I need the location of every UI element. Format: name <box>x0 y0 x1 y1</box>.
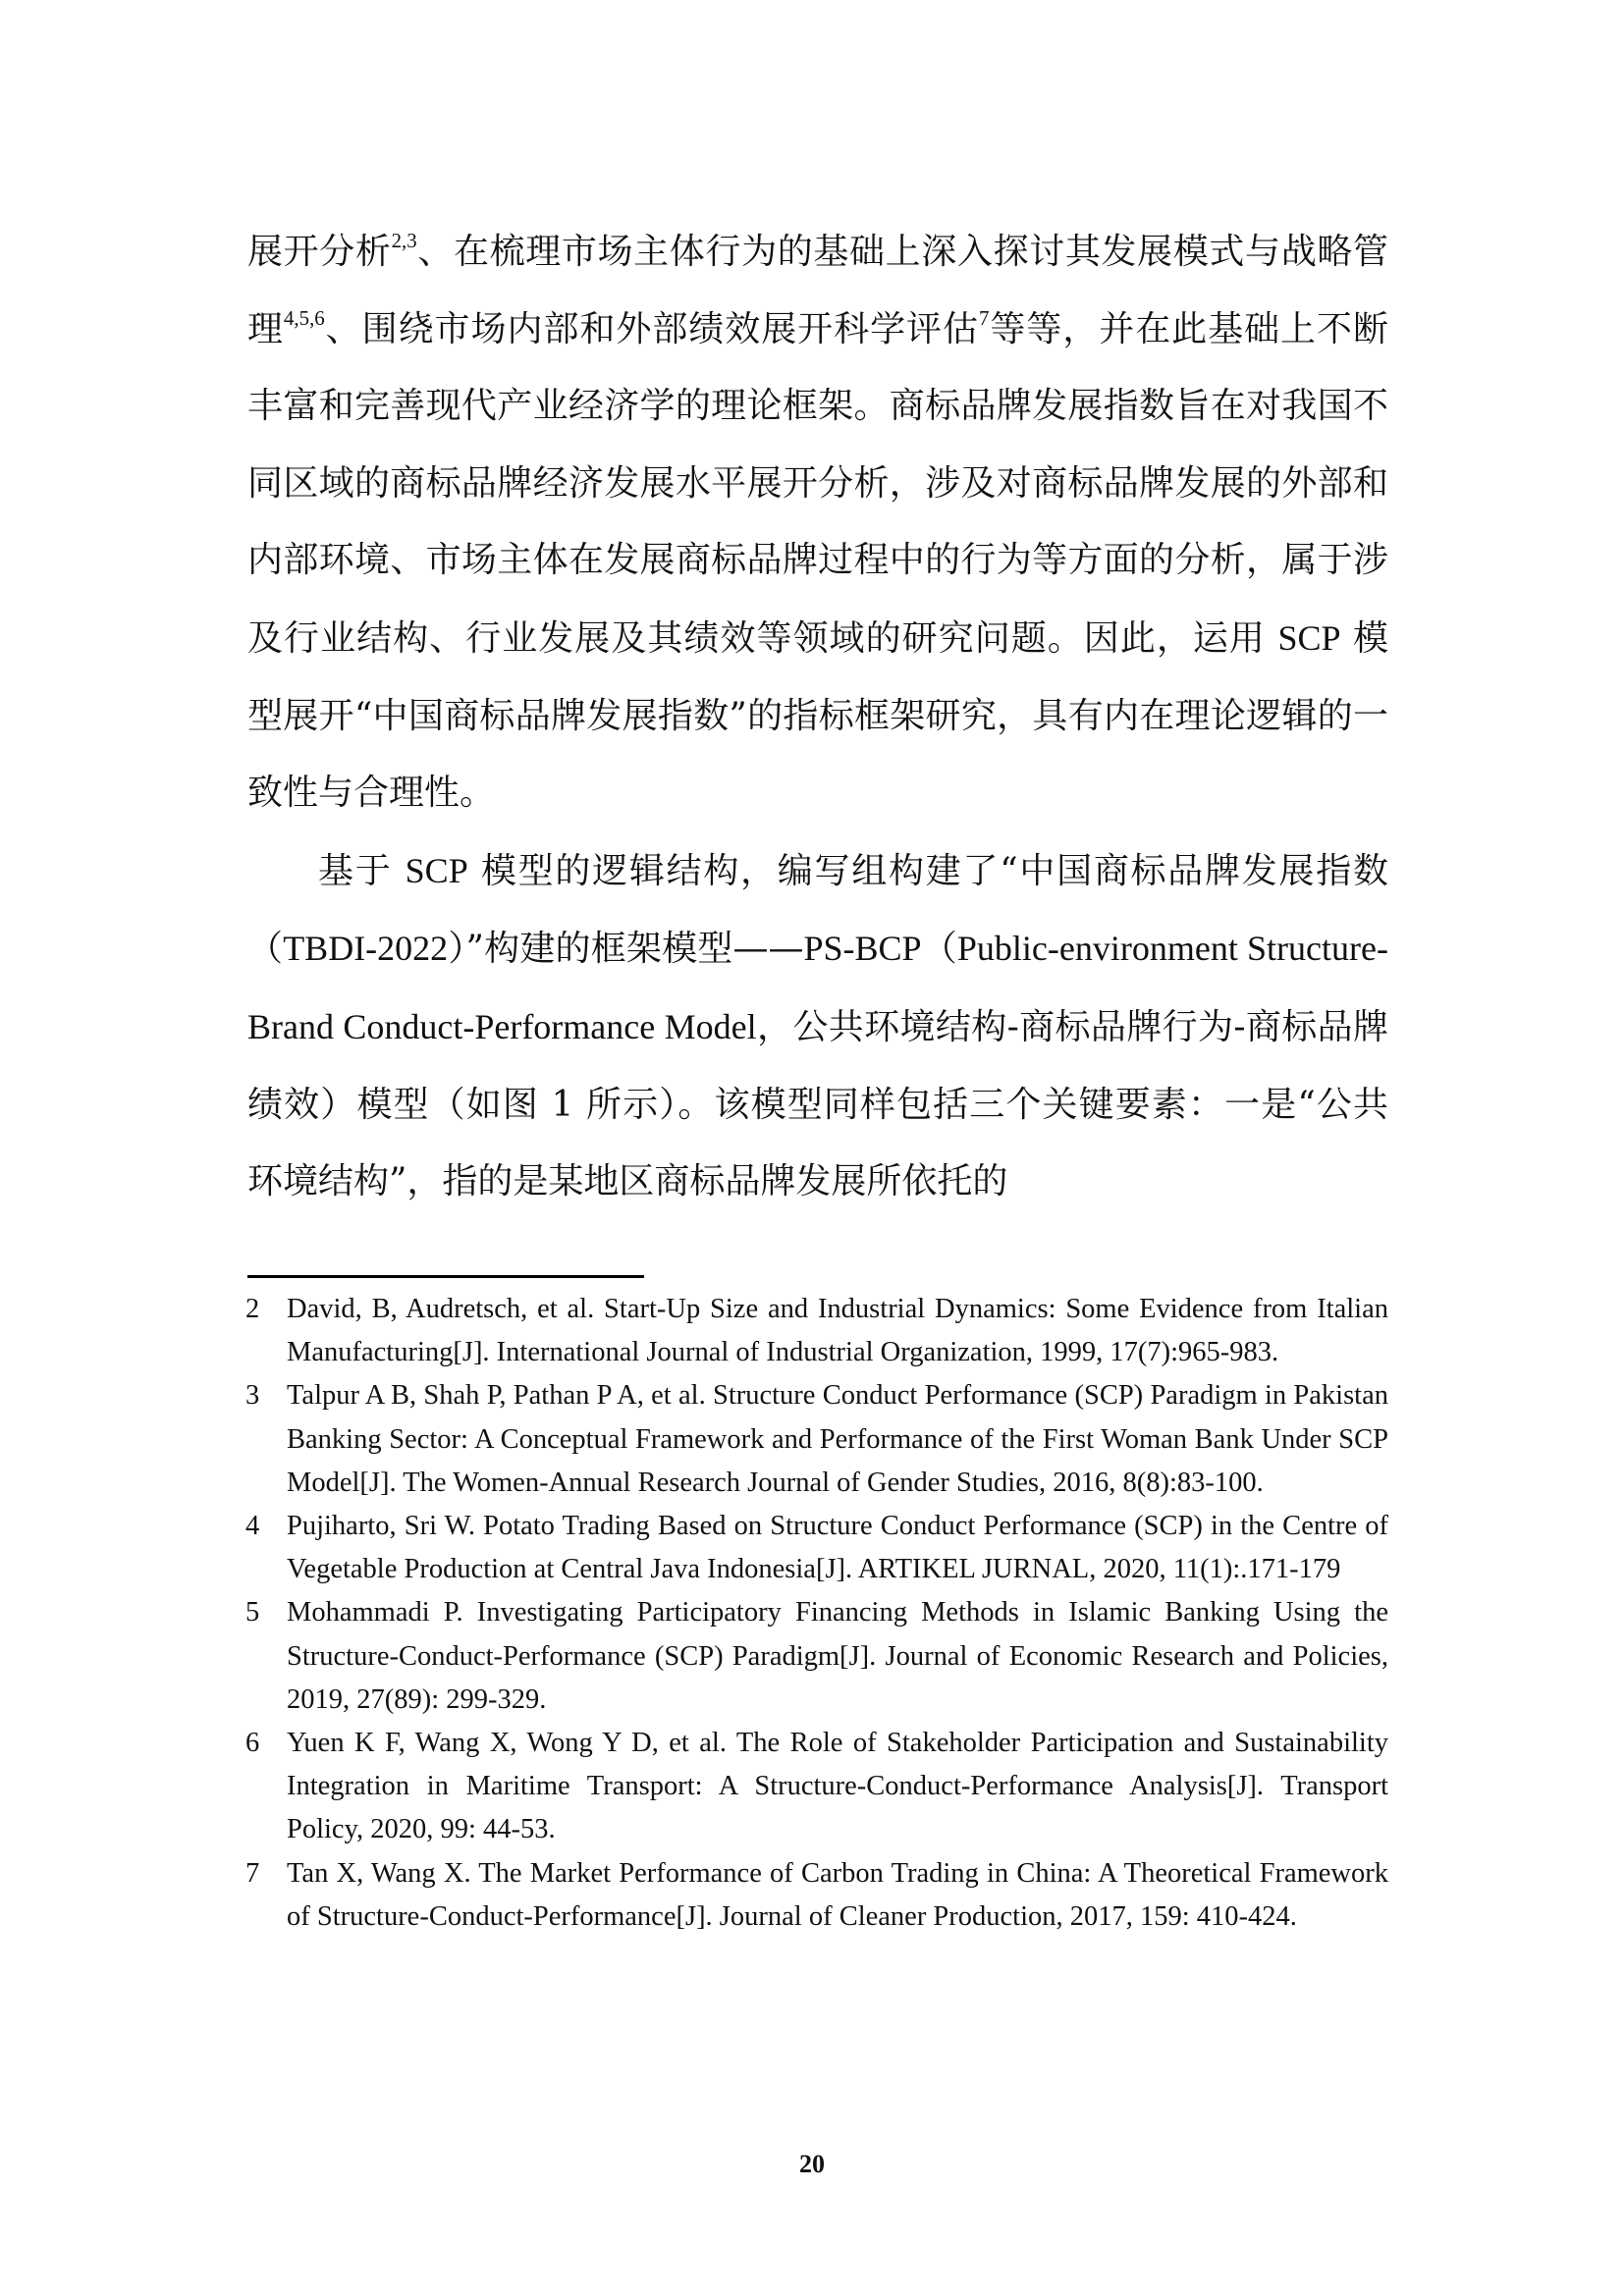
latin-text: Public-environment Structure-Brand Conduct-Performance Model <box>247 929 1388 1046</box>
footnote-ref: 2,3 <box>391 229 417 253</box>
footnote-number: 7 <box>245 1857 260 1889</box>
footnote-number: 3 <box>245 1380 260 1412</box>
text-run: ，公共环境结构-商标品牌行为-商标品牌绩效）模型（如图 1 所示）。该模型同样包括三个关键要素：一是“公共环境结构”，指的是某地区商标品牌发展所依托的 <box>247 1006 1388 1202</box>
footnote-item <box>245 1722 1388 1852</box>
footnote-text: Pujiharto, Sri W. Potato Trading Based on Structure Conduct Performance (SCP) in the Centre of Vegetable Production at Central Java Indonesia[J]. ARTIKEL JURNAL, 2020, 11(1):.171-179 <box>287 1511 1388 1585</box>
text-run: 、围绕市场内部和外部绩效展开科学评估 <box>324 308 979 349</box>
footnote-text: David, B, Audretsch, et al. Start-Up Size and Industrial Dynamics: Some Evidence from Italian Manufacturing[J]. International Journal of Industrial Organization, 1999, 17(7):965-983. <box>287 1294 1388 1368</box>
footnote-text: Mohammadi P. Investigating Participatory Financing Methods in Islamic Banking Using the Structure-Conduct-Performance (SCP) Paradigm[J]. Journal of Economic Research and Policies, 2019, 27(89): 299-329. <box>287 1597 1388 1715</box>
latin-text: PS-BCP <box>803 929 922 969</box>
page-number: 20 <box>799 2150 825 2178</box>
footnotes <box>245 1288 1388 1939</box>
text-run: 展开分析 <box>247 232 392 272</box>
footnote-item <box>245 1374 1388 1505</box>
footnote-item <box>245 1288 1388 1374</box>
footnote-separator <box>247 1275 644 1278</box>
text-run: 模型展开“中国商标品牌发展指数”的指标框架研究，具有内在理论逻辑的一致性与合理性。 <box>247 617 1388 814</box>
footnote-number: 5 <box>245 1597 260 1629</box>
paragraph-continued <box>247 214 1388 832</box>
latin-text: SCP <box>1277 617 1341 658</box>
footnote-text: Tan X, Wang X. The Market Performance of Carbon Trading in China: A Theoretical Framework of Structure-Conduct-Performance[J]. Journal of Cleaner Production, 2017, 159: 410-424. <box>287 1857 1388 1932</box>
footnote-ref: 7 <box>978 305 990 330</box>
text-run: 、在梳理市场主体行为的基础上深入探讨其发展模式与战略管理 <box>247 232 1388 349</box>
footnote-item <box>245 1852 1388 1939</box>
text-run: 基于 <box>318 850 406 891</box>
text-run: 等等，并在此基础上不断丰富和完善现代产业经济学的理论框架。商标品牌发展指数旨在对我国不同区域的商标品牌经济发展水平展开分析，涉及对商标品牌发展的外部和内部环境、市场主体在发展商标品牌过程中的行为等方面的分析，属于涉及行业结构、行业发展及其绩效等领域的研究问题。因此，运用 <box>247 308 1388 659</box>
footnote-ref: 4,5,6 <box>283 305 325 330</box>
body-text <box>247 214 1388 1221</box>
footnote-item <box>245 1505 1388 1591</box>
paragraph-scp-model <box>247 832 1388 1221</box>
text-run: （ <box>921 929 957 970</box>
footnote-number: 2 <box>245 1294 260 1324</box>
footnote-item <box>245 1591 1388 1722</box>
latin-text: SCP <box>405 850 468 890</box>
footnote-number: 4 <box>245 1511 260 1542</box>
text-run: ）”构建的框架模型—— <box>448 929 804 970</box>
latin-text: TBDI-2022 <box>283 929 449 969</box>
text-run: 模型的逻辑结构，编写组构建了“中国商标品牌发展指数（ <box>247 850 1388 970</box>
footnote-text: Talpur A B, Shah P, Pathan P A, et al. Structure Conduct Performance (SCP) Paradigm in Pakistan Banking Sector: A Conceptual Framework and Performance of the First Woman Bank Under SCP Model[J]. The Women-Annual Research Journal of Gender Studies, 2016, 8(8):83-100. <box>287 1380 1388 1498</box>
footnote-text: Yuen K F, Wang X, Wong Y D, et al. The Role of Stakeholder Participation and Sustainability Integration in Maritime Transport: A Structure-Conduct-Performance Analysis[J]. Transport Policy, 2020, 99: 44-53. <box>287 1728 1388 1845</box>
footnote-number: 6 <box>245 1728 260 1759</box>
